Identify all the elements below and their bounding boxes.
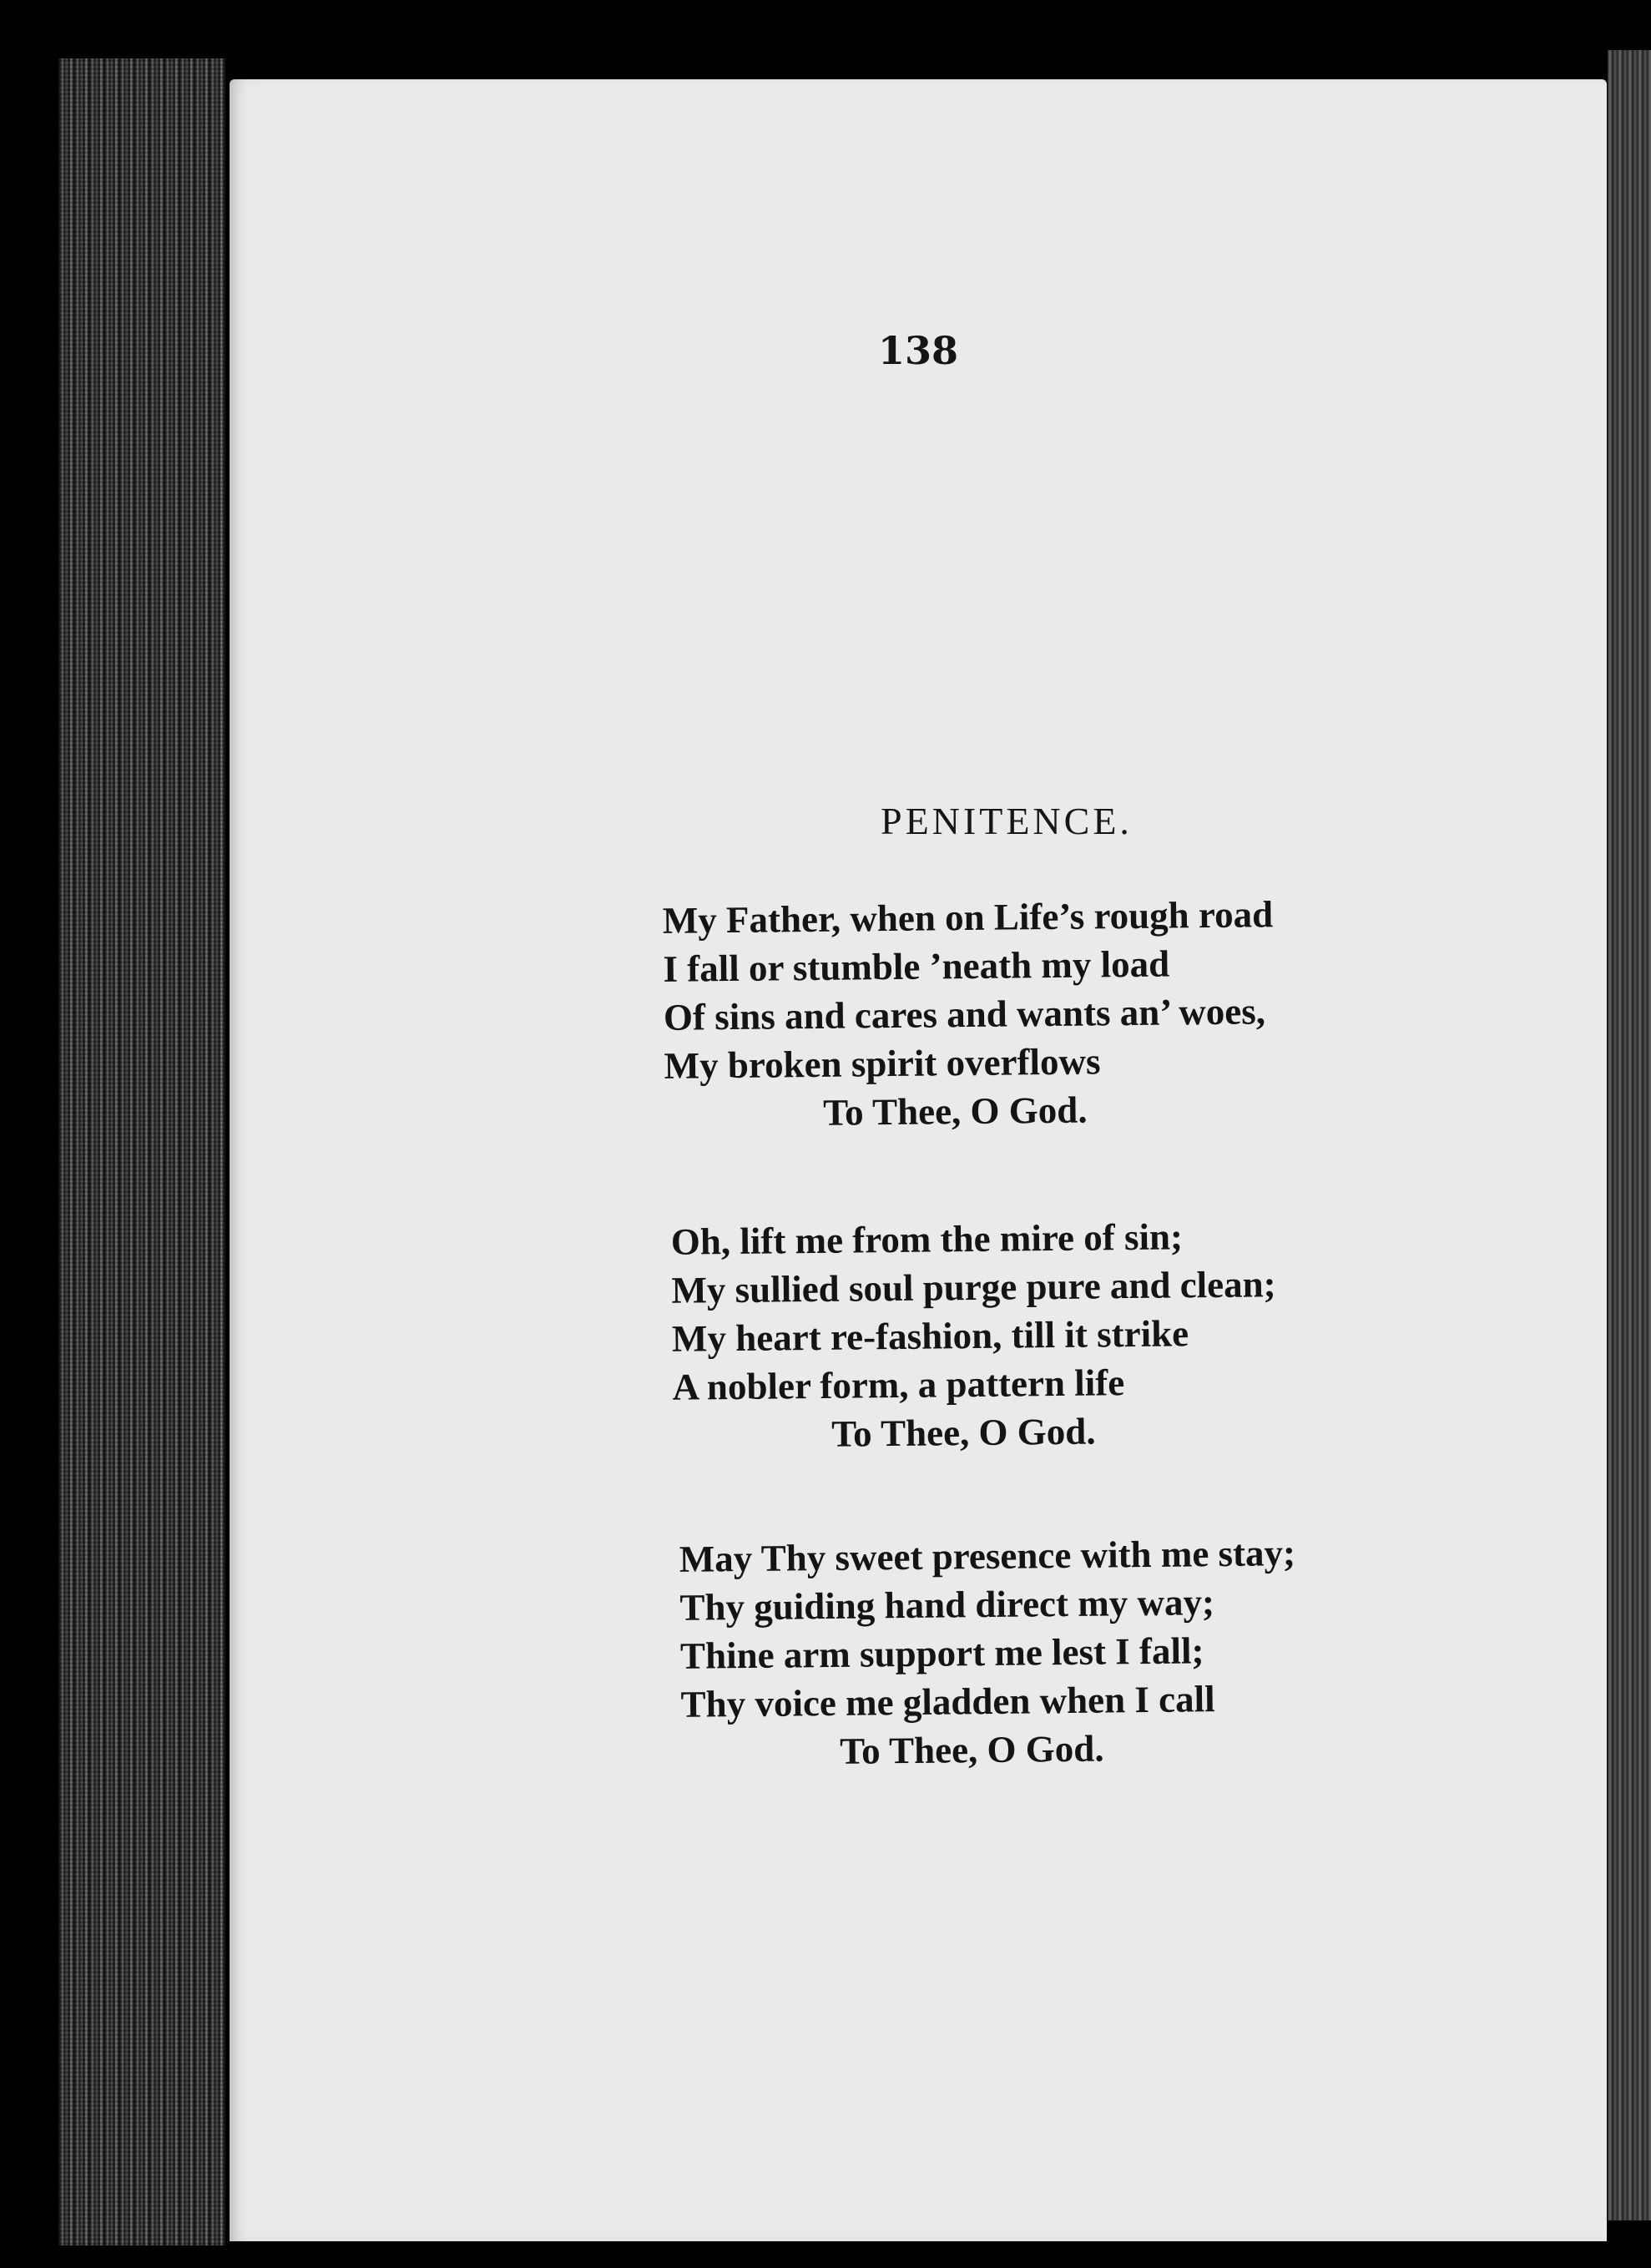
stanza-1 — [663, 890, 1275, 1139]
poem-line: My Father, when on Life’s rough road — [662, 893, 1274, 942]
poem-line: A nobler form, a pattern life — [672, 1361, 1125, 1408]
poem-title: PENITENCE. — [881, 800, 1133, 842]
poem-line: Of sins and cares and wants an’ woes, — [663, 990, 1266, 1038]
stanza-3 — [679, 1528, 1298, 1777]
poem-line: Thine arm support me lest I fall; — [679, 1629, 1204, 1677]
refrain-line: To Thee, O God. — [822, 1089, 1088, 1134]
poem-line: May Thy sweet presence with me stay; — [679, 1532, 1296, 1580]
book-page-edges — [58, 58, 225, 2245]
paper-page — [230, 79, 1607, 2241]
stanza-2 — [671, 1211, 1278, 1460]
poem-line: I fall or stumble ’neath my load — [663, 942, 1170, 990]
page-number: 138 — [877, 328, 959, 373]
poem-line: Thy guiding hand direct my way; — [679, 1581, 1215, 1629]
refrain-line: To Thee, O God. — [839, 1727, 1104, 1772]
poem-line: Thy voice me gladden when I call — [680, 1678, 1215, 1725]
refrain-line: To Thee, O God. — [831, 1410, 1096, 1455]
poem-line: My broken spirit overflows — [664, 1040, 1101, 1087]
right-page-edge — [1608, 50, 1651, 2220]
poem-line: My heart re-fashion, till it strike — [671, 1312, 1189, 1360]
poem-line: My sullied soul purge pure and clean; — [671, 1263, 1276, 1311]
poem-line: Oh, lift me from the mire of sin; — [670, 1215, 1184, 1263]
